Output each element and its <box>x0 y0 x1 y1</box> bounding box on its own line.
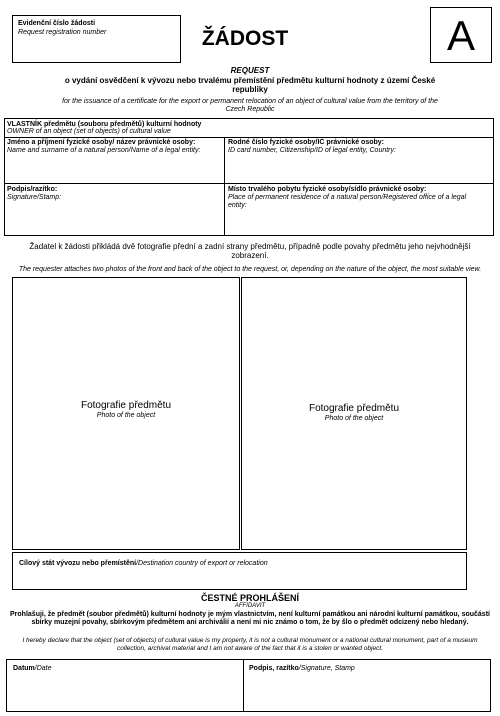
destination-label-en: /Destination country of export or relocation <box>136 560 268 567</box>
photo-front-box[interactable] <box>12 277 240 550</box>
destination-field[interactable] <box>12 552 467 590</box>
request-subject: o vydání osvědčení k vývozu nebo trvalému přemístění předmětu kulturní hodnoty z území České republiky <box>64 76 436 94</box>
photo-back-label: Fotografie předmětu <box>308 403 400 414</box>
photo-back-box[interactable] <box>241 277 467 550</box>
photo-front-label-en: Photo of the object <box>96 412 156 419</box>
footer-section <box>6 659 491 712</box>
photo-back-label-en: Photo of the object <box>324 415 384 422</box>
owner-signature-label: Podpis/razítko: <box>7 186 58 193</box>
owner-heading-en: OWNER of an object (set of objects) of cultural value <box>7 128 171 135</box>
owner-id-label-en: ID card number, Citizenship/ID of legal entity, Country: <box>228 147 396 154</box>
signature-field[interactable] <box>244 660 490 711</box>
registration-number-label-en: Request registration number <box>18 29 107 36</box>
owner-residence-label-en: Place of permanent residence of a natural person/Registered office of a legal entity: <box>228 194 467 209</box>
destination-label: Cílový stát vývozu nebo přemístění <box>19 560 137 567</box>
date-field[interactable] <box>7 660 243 711</box>
date-label: Datum <box>13 665 35 672</box>
signature-label-en: /Signature, Stamp <box>298 665 355 672</box>
registration-number-box[interactable] <box>12 15 181 63</box>
owner-residence-label: Místo trvalého pobytu fyzické osoby/sídlo právnické osoby: <box>228 186 427 193</box>
owner-name-field[interactable] <box>5 138 224 183</box>
date-label-en: /Date <box>34 665 52 672</box>
owner-name-label-en: Name and surname of a natural person/Name of a legal entity: <box>7 147 201 154</box>
owner-name-label: Jméno a příjmení fyzické osoby/ název právnické osoby: <box>7 139 196 146</box>
date-label-row <box>13 665 52 673</box>
owner-id-label: Rodné číslo fyzické osoby/IČ právnické osoby: <box>228 139 384 146</box>
page-title: ŽÁDOST <box>201 27 289 50</box>
owner-residence-field[interactable] <box>225 184 493 235</box>
signature-label: Podpis, razítko <box>249 665 299 672</box>
request-heading-en: REQUEST <box>230 66 270 75</box>
photos-note: Žadatel k žádosti přikládá dvě fotografie přední a zadní strany předmětu, případně podle povahy předmětu jeho nejvhodnější zobrazení. <box>29 242 471 260</box>
affidavit-text-en: I hereby declare that the object (set of objects) of cultural value is my property, it is not a cultural monument or a national cultural monument, part of a museum collection, archival material and I am not aware of the fact that it is a stolen or wanted object. <box>22 637 478 652</box>
registration-number-label: Evidenční číslo žádosti <box>18 20 96 27</box>
owner-id-field[interactable] <box>225 138 493 183</box>
request-subject-en: for the issuance of a certificate for the export or permanent relocation of an object of cultural value from the territory of the Czech Republic <box>62 98 438 113</box>
form-letter: A <box>446 12 475 59</box>
form-letter-box <box>430 7 492 63</box>
photo-front-label: Fotografie předmětu <box>80 400 172 411</box>
owner-signature-field[interactable] <box>5 184 224 235</box>
owner-heading: VLASTNÍK předmětu (souboru předmětů) kulturní hodnoty <box>7 121 202 128</box>
affidavit-text: Prohlašuji, že předmět (soubor předmětů) kulturní hodnoty je mým vlastnictvím, není kulturní památkou ani národní kulturní památkou, součástí sbírky muzejní povahy, sbírkovým předmětem ani archiválií a není mi nic známo o tom, že by šlo o předmět odcizený nebo hledaný. <box>10 611 490 626</box>
affidavit-heading: ČESTNÉ PROHLÁŠENÍ <box>200 593 299 603</box>
owner-signature-label-en: Signature/Stamp: <box>7 194 62 201</box>
destination-label-row <box>19 560 268 568</box>
photos-note-en: The requester attaches two photos of the front and back of the object to the request, or, depending on the nature of the object, the most suitable view. <box>18 266 482 273</box>
owner-section <box>4 118 494 236</box>
affidavit-heading-en: AFFIDAVIT <box>234 603 266 609</box>
signature-label-row <box>249 665 355 673</box>
